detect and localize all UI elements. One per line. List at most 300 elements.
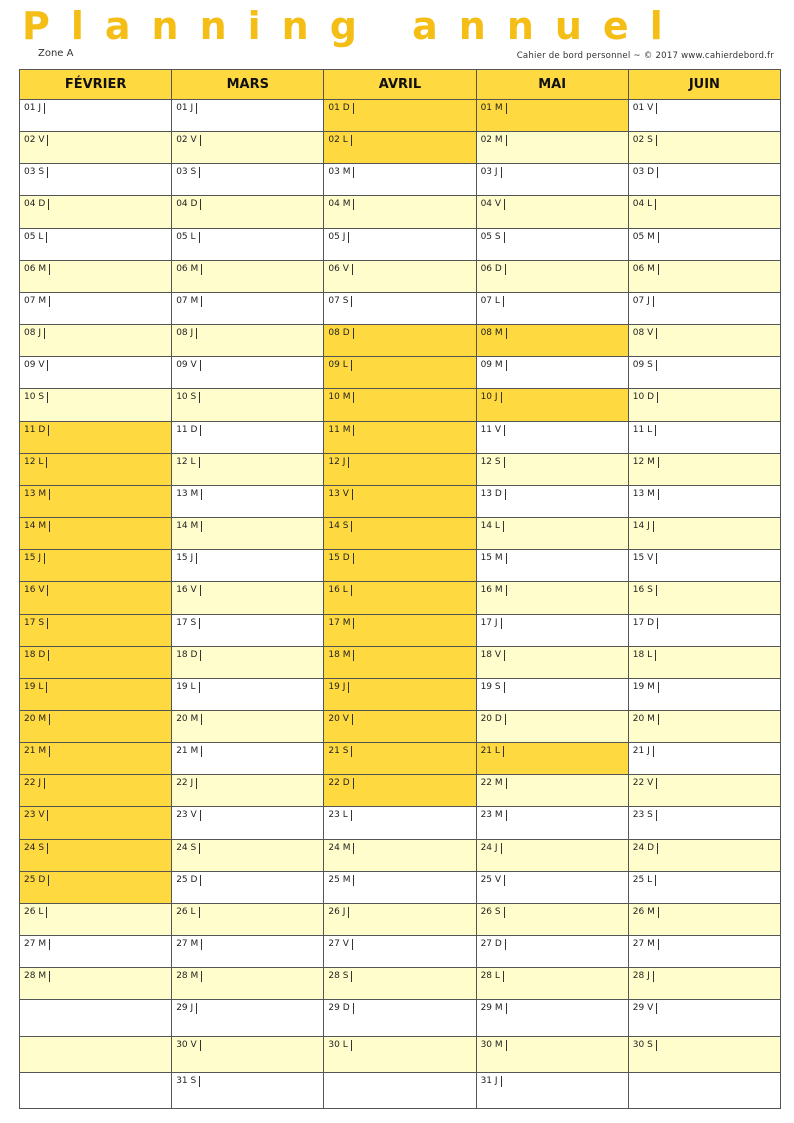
day-row (20, 421, 781, 453)
day-label: 09 S (633, 360, 657, 371)
day-cell[interactable] (628, 228, 780, 260)
day-row (20, 775, 781, 807)
day-label: 10 S (24, 392, 48, 403)
day-label: 30 V (176, 1040, 200, 1051)
day-cell[interactable] (172, 196, 324, 228)
month-header: FÉVRIER (20, 70, 172, 100)
day-label: 10 J (481, 392, 502, 403)
day-cell[interactable] (172, 678, 324, 710)
day-label: 15 J (24, 553, 45, 564)
day-cell[interactable] (476, 968, 628, 1000)
day-cell[interactable] (20, 453, 172, 485)
day-cell[interactable] (172, 807, 324, 839)
day-label: 10 S (176, 392, 200, 403)
day-cell[interactable] (324, 1000, 476, 1036)
day-cell[interactable] (628, 582, 780, 614)
day-cell[interactable] (628, 485, 780, 517)
day-label: 19 L (24, 682, 47, 693)
day-cell[interactable] (476, 421, 628, 453)
day-label: 29 V (633, 1003, 657, 1014)
day-cell[interactable] (20, 710, 172, 742)
day-cell[interactable] (20, 196, 172, 228)
day-row (20, 678, 781, 710)
day-label: 01 M (481, 103, 507, 114)
day-cell[interactable] (20, 550, 172, 582)
day-cell[interactable] (20, 614, 172, 646)
day-row (20, 260, 781, 292)
day-row (20, 871, 781, 903)
day-cell[interactable] (476, 807, 628, 839)
day-cell[interactable] (20, 936, 172, 968)
day-label: 15 V (633, 553, 657, 564)
day-cell[interactable] (20, 164, 172, 196)
day-cell[interactable] (628, 292, 780, 324)
day-cell[interactable] (476, 292, 628, 324)
day-label: 17 M (328, 618, 354, 629)
day-cell[interactable] (628, 1000, 780, 1036)
day-cell[interactable] (324, 325, 476, 357)
day-label: 24 M (328, 843, 354, 854)
day-cell[interactable] (20, 292, 172, 324)
day-label: 18 D (176, 650, 201, 661)
day-cell[interactable] (628, 325, 780, 357)
day-label: 08 J (24, 328, 45, 339)
day-cell[interactable] (476, 1072, 628, 1108)
day-label: 14 J (633, 521, 654, 532)
day-label: 23 S (633, 810, 657, 821)
day-cell[interactable] (324, 807, 476, 839)
day-cell[interactable] (324, 132, 476, 164)
month-header: MAI (476, 70, 628, 100)
day-label: 09 M (481, 360, 507, 371)
day-cell[interactable] (476, 325, 628, 357)
day-row (20, 196, 781, 228)
day-row (20, 743, 781, 775)
day-cell[interactable] (172, 325, 324, 357)
day-cell[interactable] (20, 839, 172, 871)
day-cell[interactable] (628, 132, 780, 164)
day-cell[interactable] (476, 839, 628, 871)
day-cell[interactable] (476, 1036, 628, 1072)
day-cell[interactable] (20, 357, 172, 389)
day-row (20, 357, 781, 389)
day-label: 29 M (481, 1003, 507, 1014)
day-cell[interactable] (324, 646, 476, 678)
day-cell[interactable] (172, 614, 324, 646)
day-cell[interactable] (628, 903, 780, 935)
day-cell[interactable] (172, 421, 324, 453)
day-cell[interactable] (20, 100, 172, 132)
day-cell[interactable] (324, 100, 476, 132)
day-label: 06 M (176, 264, 202, 275)
day-label: 13 M (24, 489, 50, 500)
day-cell[interactable] (324, 582, 476, 614)
day-cell[interactable] (628, 839, 780, 871)
day-label: 01 J (176, 103, 197, 114)
day-label: 16 M (481, 585, 507, 596)
day-cell[interactable] (172, 710, 324, 742)
day-cell[interactable] (20, 775, 172, 807)
day-label: 11 D (24, 425, 49, 436)
day-label: 19 S (481, 682, 505, 693)
day-row (20, 100, 781, 132)
day-cell[interactable] (476, 228, 628, 260)
day-cell[interactable] (324, 196, 476, 228)
day-cell[interactable] (628, 1036, 780, 1072)
day-label: 21 S (328, 746, 352, 757)
day-cell[interactable] (324, 228, 476, 260)
day-label: 08 D (328, 328, 353, 339)
day-label: 23 M (481, 810, 507, 821)
day-label: 21 M (24, 746, 50, 757)
day-row (20, 1036, 781, 1072)
day-cell[interactable] (20, 582, 172, 614)
day-label: 26 J (328, 907, 349, 918)
day-label: 26 S (481, 907, 505, 918)
day-cell[interactable] (476, 132, 628, 164)
day-cell[interactable] (20, 903, 172, 935)
day-cell[interactable] (172, 936, 324, 968)
day-label: 14 M (24, 521, 50, 532)
day-label: 01 D (328, 103, 353, 114)
day-cell[interactable] (172, 775, 324, 807)
day-cell[interactable] (172, 453, 324, 485)
empty-cell[interactable] (20, 1000, 172, 1036)
day-label: 16 L (328, 585, 351, 596)
day-cell[interactable] (476, 550, 628, 582)
day-cell[interactable] (20, 325, 172, 357)
day-cell[interactable] (324, 1036, 476, 1072)
day-cell[interactable] (172, 871, 324, 903)
day-cell[interactable] (324, 775, 476, 807)
day-label: 20 M (24, 714, 50, 725)
day-cell[interactable] (324, 614, 476, 646)
day-label: 30 L (328, 1040, 351, 1051)
day-cell[interactable] (20, 228, 172, 260)
day-label: 27 V (328, 939, 352, 950)
day-label: 18 D (24, 650, 49, 661)
day-cell[interactable] (172, 357, 324, 389)
day-cell[interactable] (476, 614, 628, 646)
day-cell[interactable] (476, 678, 628, 710)
day-label: 24 J (481, 843, 502, 854)
day-cell[interactable] (172, 743, 324, 775)
day-cell[interactable] (628, 743, 780, 775)
day-cell[interactable] (628, 936, 780, 968)
day-cell[interactable] (628, 196, 780, 228)
day-label: 28 M (176, 971, 202, 982)
day-label: 06 V (328, 264, 352, 275)
day-cell[interactable] (172, 1072, 324, 1108)
day-cell[interactable] (172, 485, 324, 517)
day-cell[interactable] (628, 550, 780, 582)
day-cell[interactable] (20, 646, 172, 678)
day-cell[interactable] (172, 646, 324, 678)
day-row (20, 936, 781, 968)
day-label: 26 L (176, 907, 199, 918)
day-label: 13 M (633, 489, 659, 500)
day-label: 19 J (328, 682, 349, 693)
day-label: 03 S (176, 167, 200, 178)
day-label: 28 L (481, 971, 504, 982)
day-label: 06 M (24, 264, 50, 275)
day-row (20, 485, 781, 517)
day-label: 01 V (633, 103, 657, 114)
day-cell[interactable] (20, 968, 172, 1000)
day-cell[interactable] (476, 518, 628, 550)
day-cell[interactable] (628, 775, 780, 807)
day-row (20, 710, 781, 742)
day-cell[interactable] (324, 357, 476, 389)
day-cell[interactable] (324, 421, 476, 453)
day-cell[interactable] (628, 871, 780, 903)
day-cell[interactable] (324, 292, 476, 324)
day-label: 22 M (481, 778, 507, 789)
day-label: 24 D (633, 843, 658, 854)
day-label: 05 M (633, 232, 659, 243)
day-label: 30 M (481, 1040, 507, 1051)
day-cell[interactable] (20, 871, 172, 903)
day-cell[interactable] (324, 839, 476, 871)
day-label: 22 V (633, 778, 657, 789)
day-cell[interactable] (476, 164, 628, 196)
day-label: 04 M (328, 199, 354, 210)
day-cell[interactable] (172, 839, 324, 871)
day-cell[interactable] (628, 710, 780, 742)
day-label: 29 J (176, 1003, 197, 1014)
day-label: 08 V (633, 328, 657, 339)
day-label: 16 S (633, 585, 657, 596)
day-label: 23 V (24, 810, 48, 821)
day-label: 25 D (24, 875, 49, 886)
day-cell[interactable] (628, 260, 780, 292)
day-cell[interactable] (476, 871, 628, 903)
day-label: 05 L (24, 232, 47, 243)
day-cell[interactable] (628, 164, 780, 196)
day-row (20, 582, 781, 614)
day-label: 21 J (633, 746, 654, 757)
day-cell[interactable] (172, 164, 324, 196)
day-cell[interactable] (324, 871, 476, 903)
day-cell[interactable] (20, 485, 172, 517)
day-label: 28 M (24, 971, 50, 982)
day-label: 09 L (328, 360, 351, 371)
day-label: 13 M (176, 489, 202, 500)
day-cell[interactable] (324, 968, 476, 1000)
day-label: 29 D (328, 1003, 353, 1014)
day-cell[interactable] (324, 485, 476, 517)
day-cell[interactable] (324, 260, 476, 292)
day-label: 20 D (481, 714, 506, 725)
day-label: 28 J (633, 971, 654, 982)
day-cell[interactable] (628, 100, 780, 132)
day-cell[interactable] (20, 743, 172, 775)
day-cell[interactable] (172, 260, 324, 292)
empty-cell[interactable] (324, 1072, 476, 1108)
day-row (20, 807, 781, 839)
day-label: 08 M (481, 328, 507, 339)
day-label: 20 M (633, 714, 659, 725)
day-row (20, 292, 781, 324)
month-header: MARS (172, 70, 324, 100)
day-label: 04 L (633, 199, 656, 210)
day-cell[interactable] (324, 164, 476, 196)
day-cell[interactable] (476, 453, 628, 485)
day-cell[interactable] (628, 453, 780, 485)
day-label: 23 L (328, 810, 351, 821)
day-row (20, 1072, 781, 1108)
day-cell[interactable] (172, 518, 324, 550)
day-cell[interactable] (628, 518, 780, 550)
empty-cell[interactable] (20, 1072, 172, 1108)
day-label: 06 M (633, 264, 659, 275)
day-label: 13 V (328, 489, 352, 500)
day-cell[interactable] (172, 100, 324, 132)
day-cell[interactable] (324, 453, 476, 485)
day-label: 20 V (328, 714, 352, 725)
day-cell[interactable] (20, 260, 172, 292)
day-cell[interactable] (628, 968, 780, 1000)
day-row (20, 164, 781, 196)
day-label: 09 V (24, 360, 48, 371)
day-cell[interactable] (476, 710, 628, 742)
day-row (20, 228, 781, 260)
day-row (20, 839, 781, 871)
day-label: 25 M (328, 875, 354, 886)
day-cell[interactable] (324, 710, 476, 742)
day-label: 08 J (176, 328, 197, 339)
day-label: 14 L (481, 521, 504, 532)
day-label: 12 M (633, 457, 659, 468)
day-cell[interactable] (172, 1036, 324, 1072)
day-label: 21 M (176, 746, 202, 757)
day-row (20, 453, 781, 485)
day-label: 16 V (24, 585, 48, 596)
day-label: 09 V (176, 360, 200, 371)
day-label: 26 M (633, 907, 659, 918)
day-cell[interactable] (476, 196, 628, 228)
day-row (20, 132, 781, 164)
day-row (20, 614, 781, 646)
day-label: 05 S (481, 232, 505, 243)
day-cell[interactable] (476, 260, 628, 292)
day-cell[interactable] (20, 421, 172, 453)
day-label: 11 V (481, 425, 505, 436)
day-cell[interactable] (20, 132, 172, 164)
empty-cell[interactable] (20, 1036, 172, 1072)
day-label: 02 L (328, 135, 351, 146)
day-cell[interactable] (172, 292, 324, 324)
day-cell[interactable] (172, 389, 324, 421)
day-cell[interactable] (20, 518, 172, 550)
day-label: 17 S (176, 618, 200, 629)
day-cell[interactable] (172, 968, 324, 1000)
day-cell[interactable] (172, 228, 324, 260)
day-row (20, 1000, 781, 1036)
zone-label: Zone A (38, 48, 74, 59)
day-label: 25 D (176, 875, 201, 886)
day-cell[interactable] (628, 421, 780, 453)
day-label: 02 V (176, 135, 200, 146)
day-cell[interactable] (476, 485, 628, 517)
day-cell[interactable] (628, 678, 780, 710)
day-label: 07 J (633, 296, 654, 307)
day-label: 05 J (328, 232, 349, 243)
day-cell[interactable] (476, 389, 628, 421)
day-label: 07 S (328, 296, 352, 307)
day-cell[interactable] (172, 550, 324, 582)
day-cell[interactable] (476, 903, 628, 935)
day-cell[interactable] (324, 903, 476, 935)
day-label: 01 J (24, 103, 45, 114)
day-label: 27 M (176, 939, 202, 950)
day-cell[interactable] (476, 936, 628, 968)
day-cell[interactable] (628, 357, 780, 389)
day-cell[interactable] (172, 1000, 324, 1036)
day-cell[interactable] (476, 100, 628, 132)
day-cell[interactable] (476, 775, 628, 807)
day-label: 24 S (176, 843, 200, 854)
day-cell[interactable] (20, 807, 172, 839)
day-label: 18 L (633, 650, 656, 661)
day-cell[interactable] (324, 743, 476, 775)
day-row (20, 325, 781, 357)
day-label: 20 M (176, 714, 202, 725)
month-header-row (20, 70, 781, 100)
day-label: 28 S (328, 971, 352, 982)
day-cell[interactable] (20, 389, 172, 421)
month-header: JUIN (628, 70, 780, 100)
day-cell[interactable] (324, 936, 476, 968)
day-cell[interactable] (172, 582, 324, 614)
day-label: 13 D (481, 489, 506, 500)
day-cell[interactable] (324, 389, 476, 421)
day-cell[interactable] (628, 389, 780, 421)
day-label: 31 S (176, 1076, 200, 1087)
day-label: 19 M (633, 682, 659, 693)
day-label: 27 M (633, 939, 659, 950)
day-cell[interactable] (476, 743, 628, 775)
day-cell[interactable] (324, 678, 476, 710)
day-cell[interactable] (172, 903, 324, 935)
day-label: 03 M (328, 167, 354, 178)
day-label: 02 S (633, 135, 657, 146)
day-cell[interactable] (20, 678, 172, 710)
day-label: 11 M (328, 425, 354, 436)
day-label: 22 J (176, 778, 197, 789)
day-cell[interactable] (324, 518, 476, 550)
empty-cell[interactable] (628, 1072, 780, 1108)
day-cell[interactable] (476, 582, 628, 614)
day-label: 26 L (24, 907, 47, 918)
day-cell[interactable] (628, 646, 780, 678)
day-label: 12 L (176, 457, 199, 468)
day-cell[interactable] (628, 614, 780, 646)
day-label: 17 J (481, 618, 502, 629)
day-cell[interactable] (324, 550, 476, 582)
day-cell[interactable] (628, 807, 780, 839)
day-cell[interactable] (172, 132, 324, 164)
day-label: 17 S (24, 618, 48, 629)
day-cell[interactable] (476, 1000, 628, 1036)
day-label: 31 J (481, 1076, 502, 1087)
day-label: 10 D (633, 392, 658, 403)
day-row (20, 518, 781, 550)
day-cell[interactable] (476, 357, 628, 389)
day-label: 03 D (633, 167, 658, 178)
day-cell[interactable] (476, 646, 628, 678)
day-label: 25 V (481, 875, 505, 886)
